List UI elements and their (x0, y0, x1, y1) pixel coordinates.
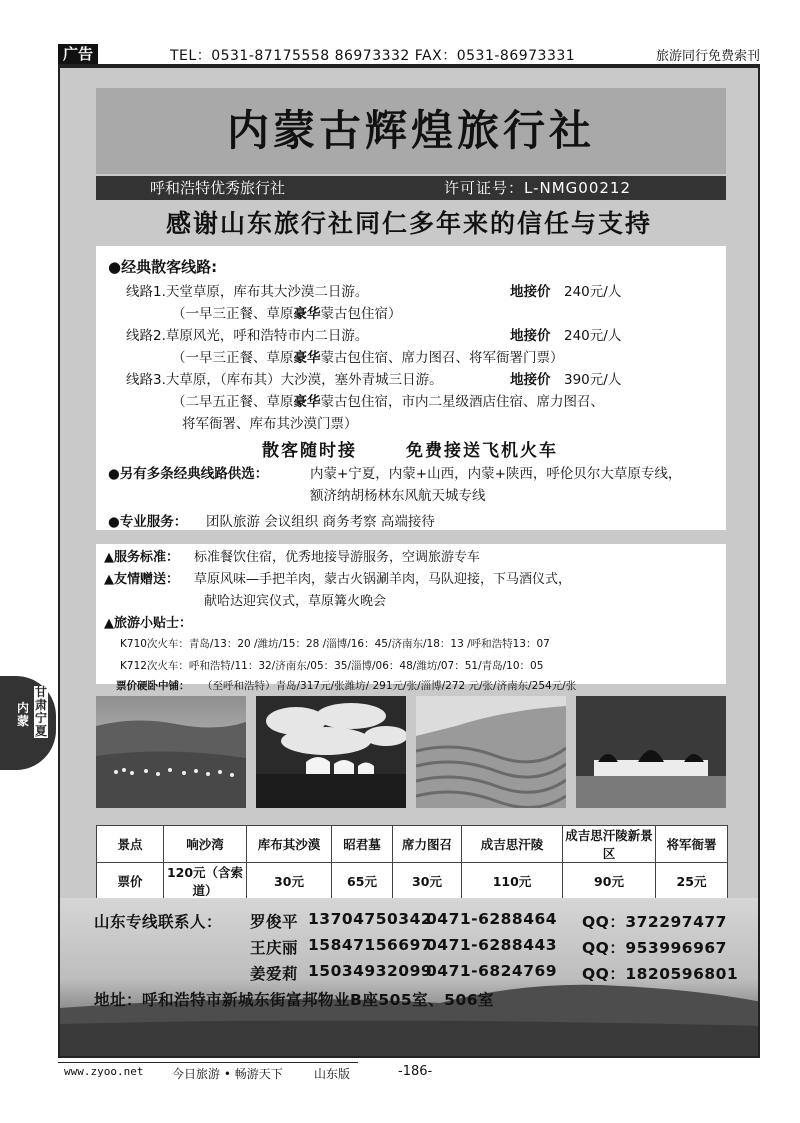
side-tab-neimeng: 内蒙 (16, 701, 29, 728)
train-k710: K710次火车：青岛/13：20 /潍坊/15：28 /淄博/16：45/济南东/18：13 /呼和浩特13：07 (120, 638, 550, 650)
footer (58, 1062, 760, 1082)
header-cell: 昭君墓 (332, 826, 393, 863)
service-panel (96, 544, 726, 692)
route-3-price: 390元/人 (564, 372, 622, 388)
contact-section (60, 898, 758, 1058)
photo-desert (416, 696, 566, 808)
photo-grassland-sheep (96, 696, 246, 808)
row-label: 票价 (97, 863, 164, 900)
price-table (96, 825, 728, 900)
subtitle-bar (96, 176, 726, 200)
thanks-banner: 感谢山东旅行社同仁多年来的信任与支持 (165, 209, 652, 238)
price-cell: 65元 (332, 863, 393, 900)
header-cell: 将军衙署 (656, 826, 728, 863)
header-cell: 成吉思汗陵新景区 (563, 826, 656, 863)
route-3-note: （二早五正餐、草原豪华蒙古包住宿，市内二星级酒店住宿、席力图召、 (172, 394, 604, 410)
title-box (96, 88, 726, 174)
ad-frame (58, 66, 760, 1058)
contact-1-name: 罗俊平 (250, 913, 299, 931)
photo-mausoleum (576, 696, 726, 808)
price-cell: 110元 (462, 863, 563, 900)
license-number: 许可证号：L-NMG00212 (444, 179, 632, 197)
slogan-free-transfer: 免费接送飞机火车 (406, 441, 558, 461)
header-cell: 成吉思汗陵 (462, 826, 563, 863)
ad-tag: 广告 (58, 44, 98, 64)
agency-title: 内蒙古辉煌旅行社 (226, 106, 595, 155)
price-cell: 120元（含索道） (164, 863, 247, 900)
contact-2-name: 王庆丽 (250, 939, 299, 957)
contact-2-qq: QQ：953996967 (582, 939, 727, 957)
tips-label: ▲旅游小贴士： (104, 616, 192, 631)
route-2-price-label: 地接价 (510, 328, 551, 344)
price-table-price-row (97, 863, 728, 900)
route-1-price: 240元/人 (564, 284, 622, 300)
contact-3-mobile: 15034932099 (308, 962, 433, 980)
contact-1-tel: 0471-6288464 (426, 910, 558, 928)
gift-label: ▲友情赠送： (104, 572, 179, 587)
page-number: -186- (398, 1064, 433, 1079)
classic-heading: ●经典散客线路: (108, 258, 218, 276)
header-cell: 景点 (97, 826, 164, 863)
header-tel-fax: TEL：0531-87175558 86973332 FAX：0531-86973331 (170, 48, 576, 64)
footer-site: www.zyoo.net (64, 1065, 144, 1078)
train-k712: K712次火车：呼和浩特/11：32/济南东/05：35/淄博/06：48/潍坊/07：51/青岛/10：05 (120, 660, 544, 672)
side-tab (0, 676, 56, 770)
price-cell: 25元 (656, 863, 728, 900)
side-tab-gansu-ningxia: 甘肃宁夏 (34, 685, 47, 738)
fare-label: 票价硬卧中铺： (116, 680, 190, 692)
service-std-text: 标准餐饮住宿，优秀地接导游服务，空调旅游专车 (194, 550, 481, 565)
header-cell: 响沙湾 (164, 826, 247, 863)
contact-2-tel: 0471-6288443 (426, 936, 558, 954)
pro-service-text: 团队旅游 会议组织 商务考察 高端接待 (206, 514, 435, 530)
header-free-index: 旅游同行免费索刊 (655, 49, 760, 64)
routes-panel (96, 246, 726, 530)
slogan-anytime: 散客随时接 (262, 441, 357, 461)
route-3-note-2: 将军衙署、库布其沙漠门票） (182, 416, 358, 432)
price-cell: 30元 (393, 863, 462, 900)
route-3: 线路3.大草原，（库布其）大沙漠，塞外青城三日游。 (126, 372, 443, 388)
fare-text: （至呼和浩特）青岛/317元/张潍坊/ 291元/张/淄博/272 元/张/济南东/254元/张 (202, 680, 577, 692)
contact-3-name: 姜爱莉 (250, 965, 299, 983)
more-routes-text: 内蒙+宁夏，内蒙+山西，内蒙+陕西，呼伦贝尔大草原专线， (310, 466, 682, 482)
footer-edition: 山东版 (314, 1067, 351, 1081)
header-bar (58, 44, 760, 64)
route-2: 线路2.草原风光，呼和浩特市内二日游。 (126, 328, 369, 344)
route-1-note: （一早三正餐、草原豪华蒙古包住宿） (172, 306, 402, 322)
header-cell: 席力图召 (393, 826, 462, 863)
footer-rule (58, 1062, 358, 1063)
more-routes-text-2: 额济纳胡杨林东风航天城专线 (310, 488, 486, 504)
price-table-header-row (97, 826, 728, 863)
gift-text-2: 献哈达迎宾仪式，草原篝火晚会 (204, 594, 387, 609)
gift-text: 草原风味—手把羊肉，蒙古火锅涮羊肉，马队迎接，下马酒仪式， (194, 572, 572, 587)
service-std-label: ▲服务标准： (104, 550, 179, 565)
price-cell: 30元 (247, 863, 332, 900)
address: 地址：呼和浩特市新城东街富邦物业B座505室、506室 (94, 991, 495, 1009)
route-1-price-label: 地接价 (510, 284, 551, 300)
more-routes-label: ●另有多条经典线路供选： (108, 466, 269, 482)
pro-service-label: ●专业服务： (108, 514, 188, 530)
contact-1-mobile: 13704750342 (308, 910, 433, 928)
photo-yurts (256, 696, 406, 808)
subtitle-left: 呼和浩特优秀旅行社 (150, 179, 286, 197)
header-cell: 库布其沙漠 (247, 826, 332, 863)
contact-label: 山东专线联系人： (94, 913, 223, 931)
route-3-price-label: 地接价 (510, 372, 551, 388)
price-cell: 90元 (563, 863, 656, 900)
contact-3-tel: 0471-6824769 (426, 962, 558, 980)
route-2-price: 240元/人 (564, 328, 622, 344)
footer-slogan: 今日旅游 • 畅游天下 (172, 1067, 283, 1081)
route-1: 线路1.天堂草原，库布其大沙漠二日游。 (126, 284, 369, 300)
route-2-note: （一早三正餐、草原豪华蒙古包住宿、席力图召、将军衙署门票） (172, 350, 564, 366)
contact-1-qq: QQ：372297477 (582, 913, 727, 931)
contact-3-qq: QQ：1820596801 (582, 965, 739, 983)
contact-2-mobile: 15847156697 (308, 936, 433, 954)
